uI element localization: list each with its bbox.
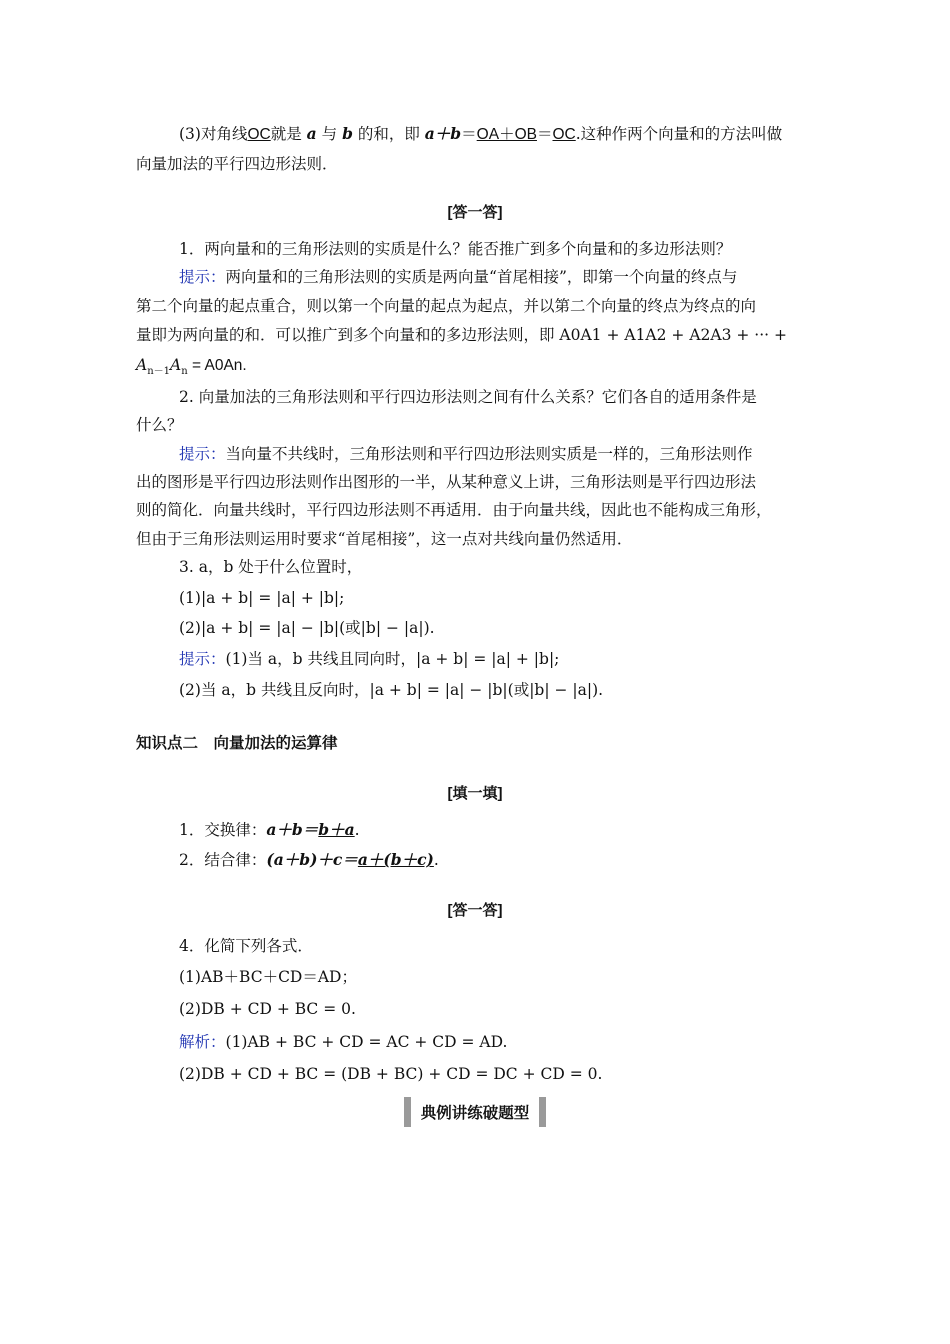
hint-3-line-2: (2)当 a，b 共线且反向时，|a + b| = |a| − |b|(或|b| − |a|). <box>179 681 604 699</box>
expression: a＋b＝ <box>266 820 319 839</box>
subscript: n <box>181 366 188 378</box>
question-2-line-2: 什么？ <box>136 416 183 434</box>
heading-fill: [填一填] <box>447 785 503 802</box>
question-3: 3. a，b 处于什么位置时， <box>179 558 363 576</box>
banner-bar-left <box>404 1097 411 1127</box>
banner-title: 典例讲练破题型 <box>420 1105 530 1122</box>
paragraph-line-2: 向量加法的平行四边形法则． <box>136 155 338 173</box>
question-2-line-1: 2. 向量加法的三角形法则和平行四边形法则之间有什么关系？它们各自的适用条件是 <box>179 388 757 406</box>
question-4-part-2: (2)DB + CD + BC = 0. <box>179 1000 356 1018</box>
banner-bar-right <box>539 1097 546 1127</box>
text: (3)对角线 <box>179 125 248 143</box>
text: . <box>354 821 360 839</box>
question-4-part-1: (1)AB＋BC＋CD＝AD； <box>179 968 357 986</box>
paragraph-line-1 <box>179 123 782 146</box>
hint-2-line-4: 但由于三角形法则运用时要求“首尾相接”，这一点对共线向量仍然适用． <box>136 530 633 548</box>
text: ＝ <box>536 125 553 143</box>
vector-a: a <box>306 124 317 143</box>
section-banner <box>0 1097 950 1131</box>
solution-label: 解析： <box>179 1033 226 1051</box>
vector-b: b <box>342 124 353 143</box>
text: = A0An. <box>187 357 247 374</box>
hint-1-line-4 <box>136 354 247 383</box>
solution-line-2: (2)DB + CD + BC = (DB + BC) + CD = DC + CD = 0. <box>179 1065 603 1083</box>
hint-label: 提示： <box>179 445 226 463</box>
vector-oc: OC <box>247 126 271 143</box>
hint-3-line-1 <box>179 648 559 670</box>
expression: a＋b <box>424 124 462 143</box>
text: 当向量不共线时，三角形法则和平行四边形法则实质是一样的，三角形法则作 <box>225 445 753 463</box>
question-3-case-1: (1)|a + b| = |a| + |b|; <box>179 589 345 607</box>
question-4: 4．化简下列各式． <box>179 937 313 955</box>
hint-label: 提示： <box>179 650 226 668</box>
heading-answer: [答一答] <box>447 204 503 221</box>
text: 2．结合律： <box>179 851 267 869</box>
text: (1)当 a，b 共线且同向时，|a + b| = |a| + |b|; <box>225 650 560 668</box>
question-3-case-2: (2)|a + b| = |a| − |b|(或|b| − |a|). <box>179 619 435 637</box>
hint-1-line-1 <box>179 266 737 288</box>
hint-1-line-2: 第二个向量的起点重合，则以第一个向量的起点为起点，并以第二个向量的终点为终点的向 <box>136 297 757 315</box>
text: 就是 <box>270 125 307 143</box>
text: A <box>170 356 182 374</box>
subscript: n－1 <box>147 366 171 378</box>
expression: (a＋b)＋c＝ <box>266 850 358 869</box>
hint-2-line-1 <box>179 443 753 465</box>
answer-blank: OA＋OB <box>476 126 537 143</box>
hint-2-line-3: 则的简化．向量共线时，平行四边形法则不再适用．由于向量共线，因此也不能构成三角形， <box>136 501 772 519</box>
answer-blank: OC <box>552 126 576 143</box>
text: . <box>433 851 439 869</box>
hint-2-line-2: 出的图形是平行四边形法则作出图形的一半，从某种意义上讲，三角形法则是平行四边形法 <box>136 473 757 491</box>
text: ＝ <box>461 125 477 143</box>
text: 与 <box>316 125 343 143</box>
text: 1．交换律： <box>179 821 267 839</box>
hint-1-line-3: 量即为两向量的和．可以推广到多个向量和的多边形法则，即 A0A1 + A1A2 + A2A3 + ··· + <box>136 326 787 344</box>
text: (1)AB + BC + CD = AC + CD = AD. <box>225 1033 508 1051</box>
question-1: 1．两向量和的三角形法则的实质是什么？能否推广到多个向量和的多边形法则？ <box>179 240 732 258</box>
law-associative <box>179 849 439 871</box>
solution-line-1 <box>179 1031 507 1053</box>
text: 的和，即 <box>352 125 425 143</box>
answer-blank: b＋a <box>318 820 355 839</box>
law-commutative <box>179 819 360 841</box>
answer-blank: a＋(b＋c) <box>357 850 434 869</box>
text: A <box>136 356 148 374</box>
text: .这种作两个向量和的方法叫做 <box>575 125 783 143</box>
section-heading: 知识点二 向量加法的运算律 <box>136 735 338 752</box>
text: 两向量和的三角形法则的实质是两向量“首尾相接”，即第一个向量的终点与 <box>225 268 738 286</box>
heading-answer: [答一答] <box>447 902 503 919</box>
hint-label: 提示： <box>179 268 226 286</box>
